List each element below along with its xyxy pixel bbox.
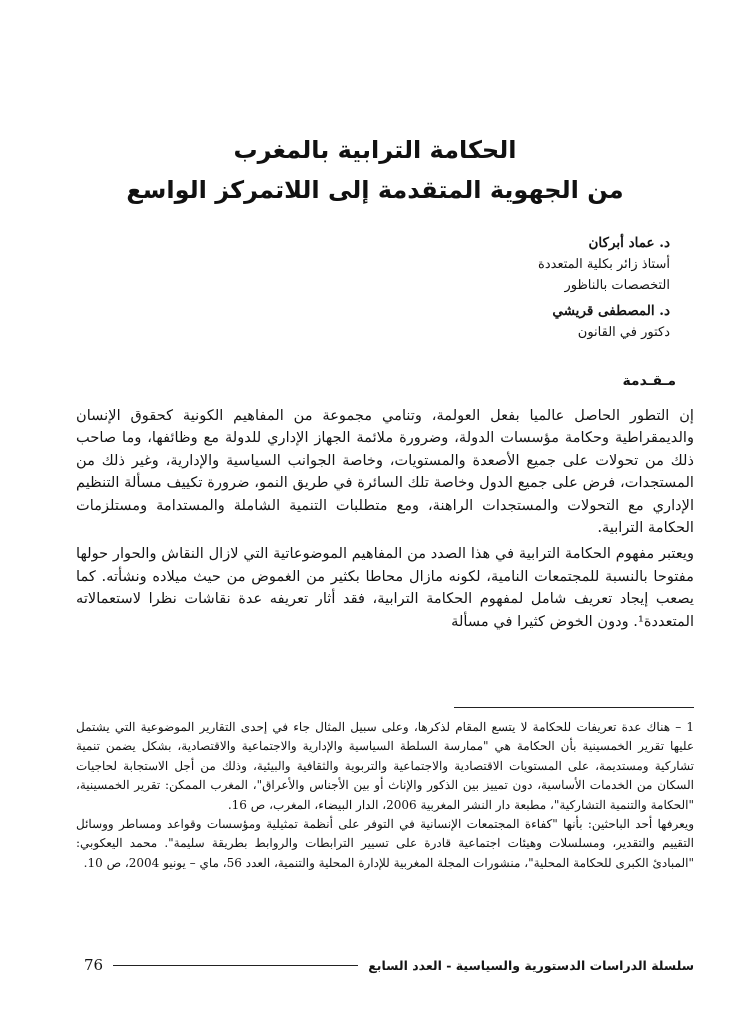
author-affiliation: التخصصات بالناظور — [564, 278, 670, 293]
paragraph: ويعتبر مفهوم الحكامة الترابية في هذا الصدد من المفاهيم الموضوعاتية التي لازال النقاش والحوار حولها مفتوحا بالنسبة للمجتمعات النامية، لكونه مازال محاطا بكثير من الغموض من حيث ميلاده ونشأته. كما يصعب إيجاد تعريف شامل لمفهوم الحكامة الترابية، فقد أثار تعريفه عدة نقاشات نظرا لاستعمالاته المتعددة¹. ودون الخوض كثيرا في مسألة — [76, 545, 694, 630]
page-number: 76 — [84, 956, 104, 974]
author-name: د. عماد أبركان — [588, 235, 670, 251]
author-name: د. المصطفى قريشي — [552, 303, 670, 319]
footer-rule — [113, 965, 358, 966]
authors-block — [370, 233, 670, 343]
title-line-2: من الجهوية المتقدمة إلى اللاتمركز الواسع — [126, 176, 624, 204]
title-line-1: الحكامة الترابية بالمغرب — [233, 136, 517, 164]
footnote-separator — [454, 707, 694, 708]
page-footer — [84, 955, 694, 975]
author-affiliation: دكتور في القانون — [577, 325, 670, 340]
author-affiliation: أستاذ زائر بكلية المتعددة — [538, 257, 670, 272]
footnotes — [76, 718, 694, 873]
footnote: 1 – هناك عدة تعريفات للحكامة لا يتسع المقام لذكرها، وعلى سبيل المثال جاء في إحدى التقارير الموضوعية التي يشتمل عليها تقرير الخمسينية بأن الحكامة هي "ممارسة السلطة السياسية والإدارية والاجتماعية والاقتصادية، بشكل يضمن تنمية تشاركية ومستديمة، على المستويات الاقتصادية والاجتماعية والتربوية والثقافية والبيئية، وذلك من أجل الاستجابة لحاجيات السكان من الخدمات الأساسية، دون تمييز بين الذكور والإناث أو بين الأجناس والأعراق"، المغرب الممكن: تقرير الخمسينية، "الحكامة والتنمية التشاركية"، مطبعة دار النشر المغربية 2006، الدار البيضاء، المغرب، ص 16. — [76, 720, 694, 812]
author-1 — [370, 233, 670, 296]
paragraph: إن التطور الحاصل عالميا بفعل العولمة، وتنامي مجموعة من المفاهيم الكونية كحقوق الإنسان والديمقراطية وحكامة مؤسسات الدولة، وضرورة ملائمة الجهاز الإداري للدولة مع وظائفها، وما صاحب ذلك من تحولات على جميع الأصعدة والمستويات، وخاصة الجوانب السياسية والإدارية، وغير ذلك من المستجدات، فرض على جميع الدول وخاصة تلك السائرة في طريق النمو، ضرورة تكييف مسألة التنظيم الإداري مع التحولات والمستجدات الراهنة، ومع متطلبات التنمية الشاملة والمستدامة ومستلزمات الحكامة الترابية. — [76, 407, 694, 537]
author-2 — [370, 301, 670, 343]
footnote: ويعرفها أحد الباحثين: بأنها "كفاءة المجتمعات الإنسانية في التوفر على أنظمة تمثيلية ومؤسسات وقواعد ومساطر ووسائل التقييم والتقدير، ومسلسلات وهيئات اجتماعية قادرة على تسيير الترابطات والروابط بطريقة سليمة". محمد اليعكوبي: "المبادئ الكبرى للحكامة المحلية"، منشورات المجلة المغربية للإدارة المحلية والتنمية، العدد 56، ماي – يونيو 2004، ص 10. — [76, 817, 694, 870]
article-title — [60, 130, 690, 210]
series-title: سلسلة الدراسات الدستورية والسياسية - العدد السابع — [368, 957, 694, 973]
body-text — [76, 405, 694, 633]
section-heading: مـقـدمة — [622, 373, 676, 389]
